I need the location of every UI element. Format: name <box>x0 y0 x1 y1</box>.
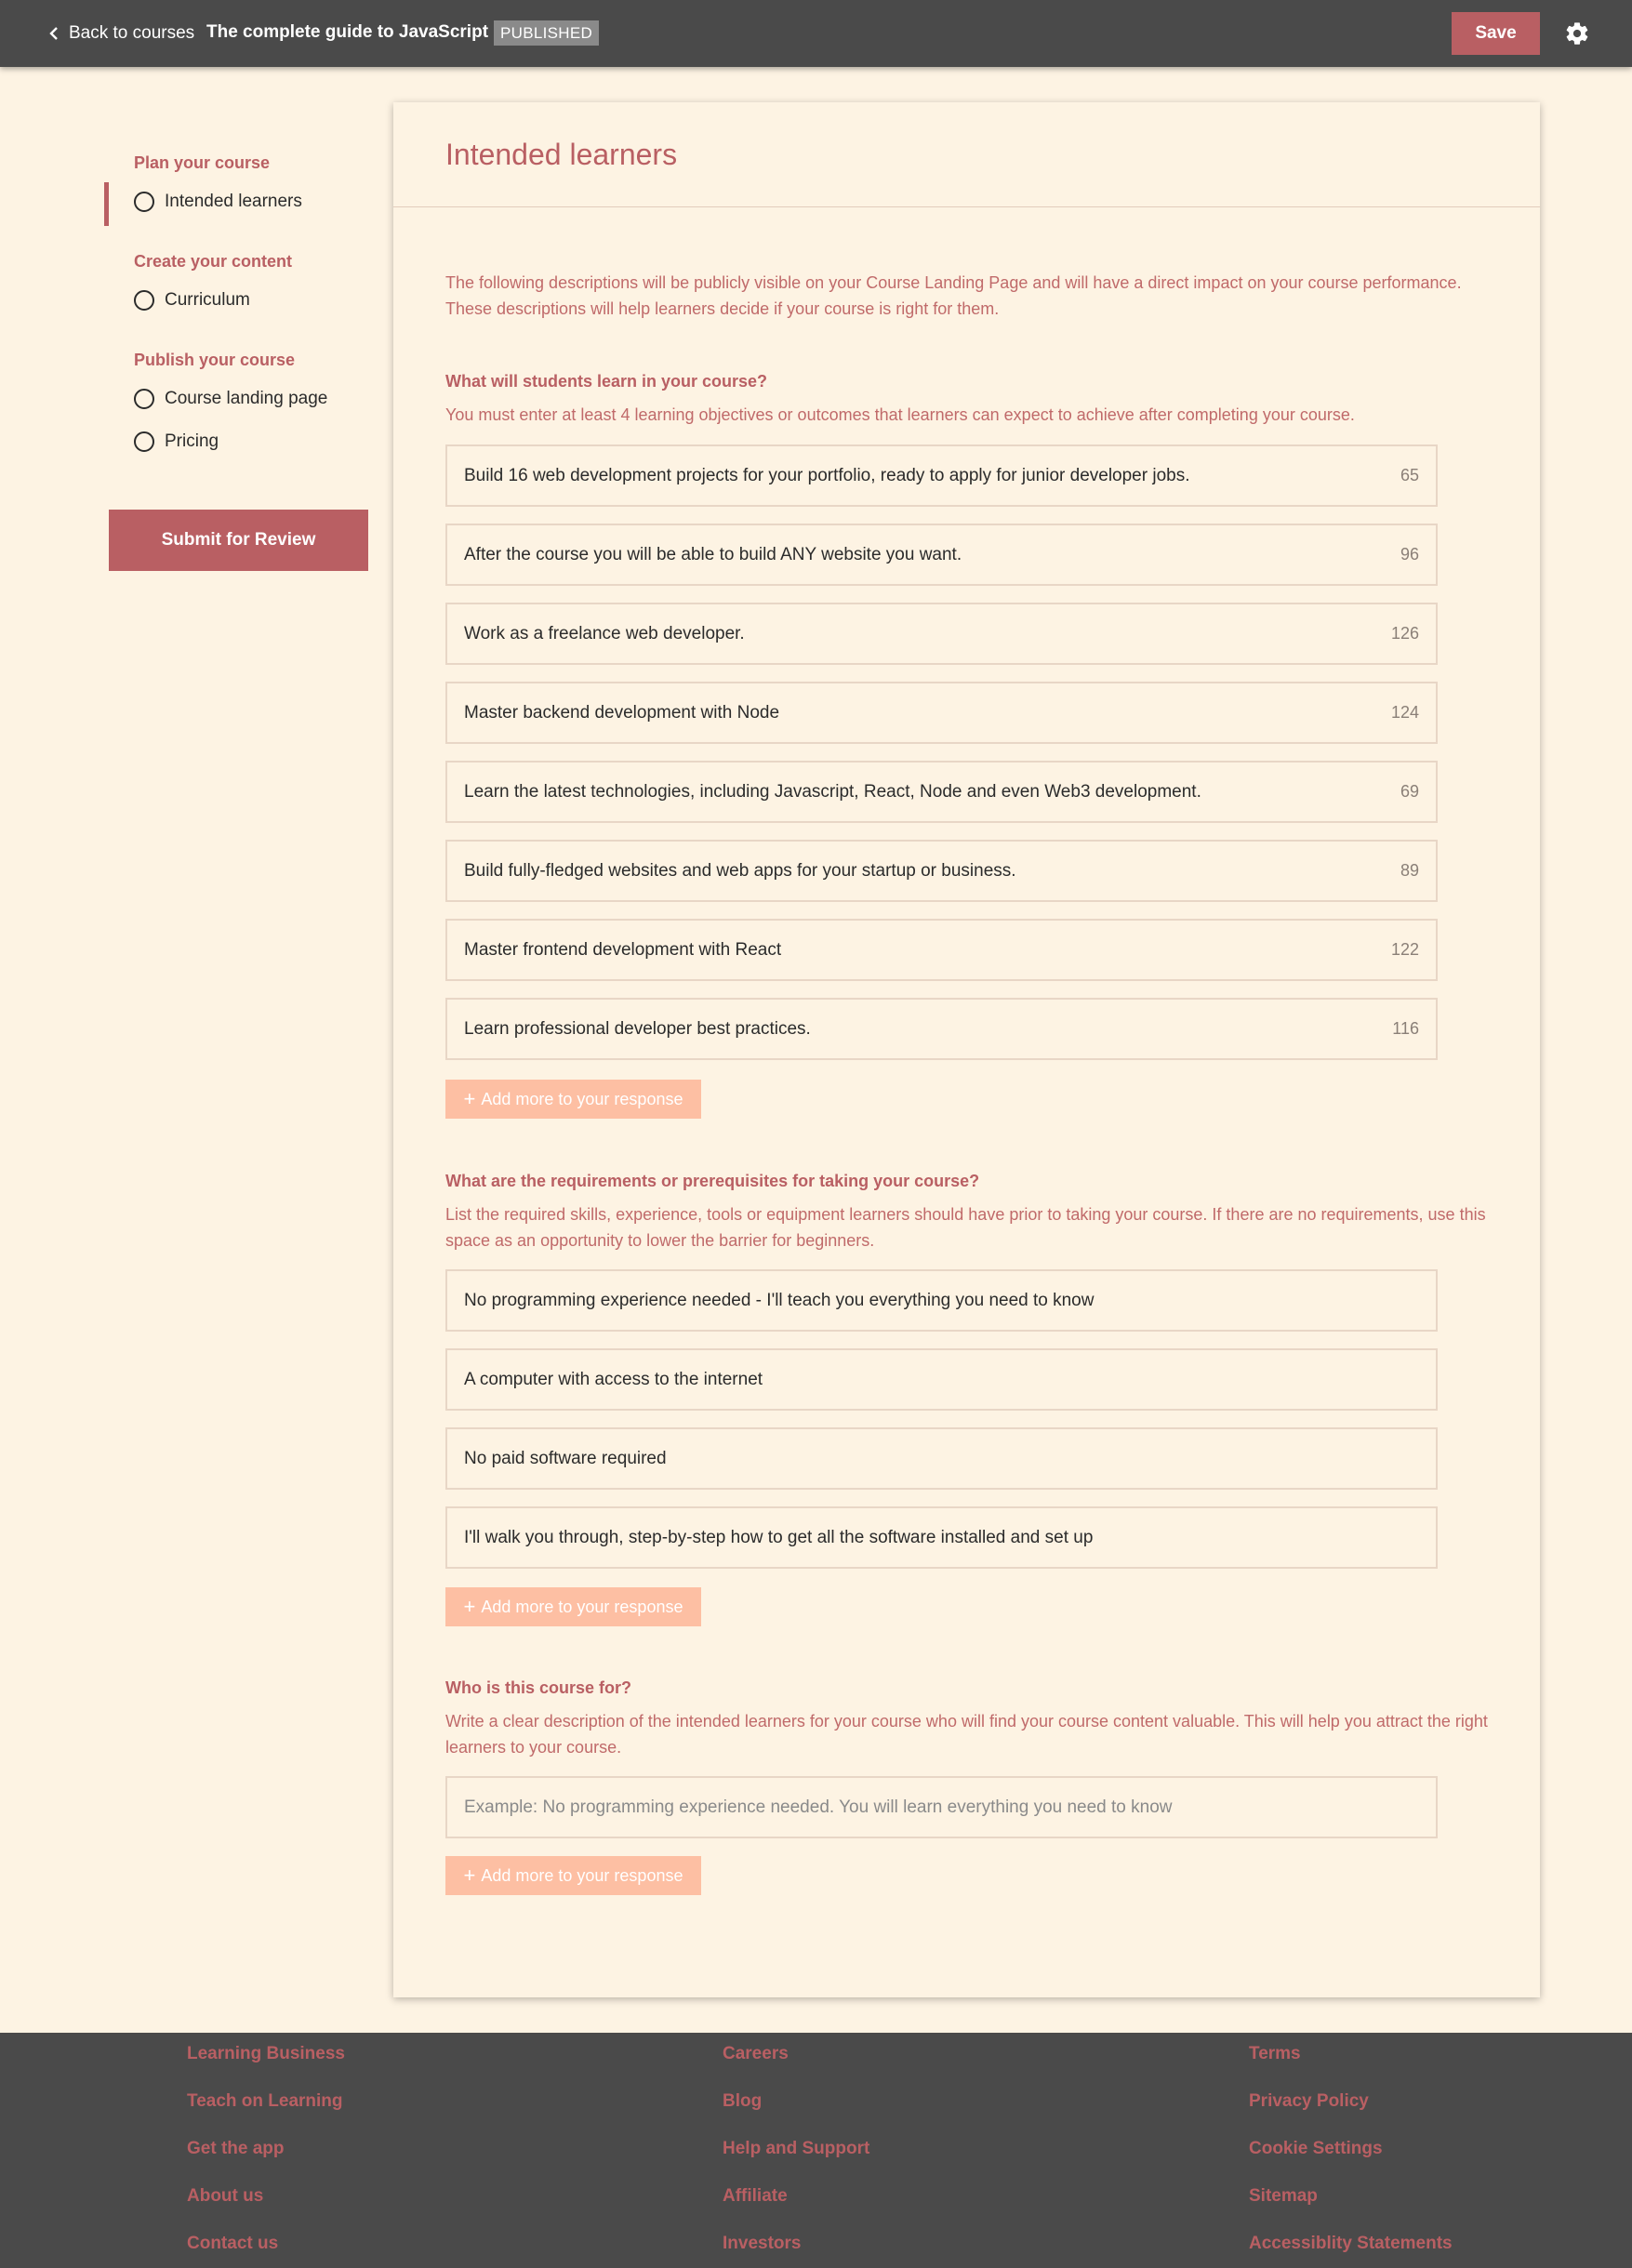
footer-link-blog[interactable]: Blog <box>723 2091 763 2111</box>
footer-link-terms[interactable]: Terms <box>1249 2044 1301 2063</box>
objective-text: Learn professional developer best practices. <box>464 1018 811 1039</box>
sidebar-item-course-landing-page[interactable] <box>134 389 327 409</box>
character-count: 116 <box>1392 1019 1419 1038</box>
objective-input[interactable] <box>445 761 1438 823</box>
objective-input[interactable] <box>445 840 1438 902</box>
active-item-indicator <box>104 182 109 226</box>
footer-link-get-app[interactable]: Get the app <box>187 2139 285 2158</box>
footer-link-help[interactable]: Help and Support <box>723 2139 870 2158</box>
footer-link-affiliate[interactable]: Affiliate <box>723 2186 788 2206</box>
chevron-left-icon <box>48 26 60 41</box>
add-button-label: Add more to your response <box>481 1089 683 1108</box>
objective-text: Master frontend development with React <box>464 939 782 960</box>
requirement-text: I'll walk you through, step-by-step how to get all the software installed and set up <box>464 1527 1094 1547</box>
submit-for-review-button[interactable]: Submit for Review <box>109 510 368 571</box>
character-count: 69 <box>1400 782 1419 801</box>
objective-input[interactable] <box>445 603 1438 665</box>
radio-circle-icon <box>134 290 154 311</box>
objective-text: Work as a freelance web developer. <box>464 623 745 643</box>
objective-text: After the course you will be able to build ANY website you want. <box>464 544 962 564</box>
audience-input[interactable] <box>445 1776 1438 1838</box>
requirement-input[interactable] <box>445 1506 1438 1569</box>
footer-link-careers[interactable]: Careers <box>723 2044 789 2063</box>
course-title: The complete guide to JavaScript <box>206 22 489 42</box>
sidebar-item-intended-learners[interactable] <box>134 192 302 212</box>
footer <box>0 2033 1632 2268</box>
objectives-description: You must enter at least 4 learning objectives or outcomes that learners can expect to achieve after completing your course. <box>445 405 1355 424</box>
audience-question: Who is this course for? <box>445 1678 632 1697</box>
requirement-text: A computer with access to the internet <box>464 1369 763 1389</box>
gear-icon[interactable] <box>1564 20 1590 46</box>
footer-link-investors[interactable]: Investors <box>723 2234 802 2253</box>
character-count: 65 <box>1400 466 1419 484</box>
requirement-text: No programming experience needed - I'll teach you everything you need to know <box>464 1290 1095 1310</box>
character-count: 124 <box>1390 703 1419 722</box>
page-title: Intended learners <box>445 138 678 171</box>
radio-circle-icon <box>134 192 154 212</box>
footer-link-about[interactable]: About us <box>187 2186 264 2206</box>
objective-text: Build fully-fledged websites and web apps for your startup or business. <box>464 860 1016 881</box>
sidebar-item-label: Intended learners <box>165 192 302 211</box>
audience-description: Write a clear description of the intended learners for your course who will find your course content valuable. This will help you attract the right learners to your course. <box>445 1712 1488 1757</box>
character-count: 122 <box>1390 940 1419 959</box>
add-button-label: Add more to your response <box>481 1597 683 1616</box>
save-button[interactable]: Save <box>1452 12 1540 55</box>
objective-text: Master backend development with Node <box>464 702 780 723</box>
divider <box>393 206 1540 207</box>
plus-icon: + <box>463 1595 476 1618</box>
sidebar-item-label: Pricing <box>165 431 219 451</box>
sidebar-item-label: Course landing page <box>165 389 328 408</box>
objective-text: Build 16 web development projects for your portfolio, ready to apply for junior developer jobs. <box>464 465 1190 485</box>
sidebar-item-pricing[interactable] <box>134 431 219 452</box>
requirements-question: What are the requirements or prerequisites for taking your course? <box>445 1172 980 1190</box>
footer-link-sitemap[interactable]: Sitemap <box>1249 2186 1318 2206</box>
requirement-text: No paid software required <box>464 1448 667 1468</box>
section-heading-plan: Plan your course <box>134 153 271 172</box>
add-objective-button[interactable] <box>445 1080 701 1119</box>
add-audience-button[interactable] <box>445 1856 701 1895</box>
sidebar-item-label: Curriculum <box>165 290 250 310</box>
intended-learners-card <box>393 102 1540 1997</box>
character-count: 89 <box>1400 861 1419 880</box>
intro-text: The following descriptions will be publicly visible on your Course Landing Page and will have a direct impact on your course performance. These descriptions will help learners decide if your course is right for them. <box>445 273 1462 318</box>
objective-input[interactable] <box>445 524 1438 586</box>
character-count: 96 <box>1400 545 1419 564</box>
footer-link-privacy[interactable]: Privacy Policy <box>1249 2091 1369 2111</box>
back-label: Back to courses <box>69 23 195 43</box>
status-badge: PUBLISHED <box>494 20 599 46</box>
radio-circle-icon <box>134 389 154 409</box>
footer-link-contact[interactable]: Contact us <box>187 2234 279 2253</box>
add-requirement-button[interactable] <box>445 1587 701 1626</box>
objective-text: Learn the latest technologies, including Javascript, React, Node and even Web3 development. <box>464 781 1201 802</box>
requirement-input[interactable] <box>445 1269 1438 1332</box>
plus-icon: + <box>463 1863 476 1887</box>
objective-input[interactable] <box>445 919 1438 981</box>
top-navigation-bar <box>0 0 1632 67</box>
objective-input[interactable] <box>445 682 1438 744</box>
objective-input[interactable] <box>445 998 1438 1060</box>
character-count: 126 <box>1390 624 1419 643</box>
audience-placeholder: Example: No programming experience needed. You will learn everything you need to know <box>464 1797 1173 1817</box>
plus-icon: + <box>463 1087 476 1110</box>
requirements-description: List the required skills, experience, tools or equipment learners should have prior to taking your course. If there are no requirements, use this space as an opportunity to lower the barrier for beginners. <box>445 1205 1486 1250</box>
objectives-question: What will students learn in your course? <box>445 372 768 391</box>
footer-link-teach[interactable]: Teach on Learning <box>187 2091 343 2111</box>
sidebar-item-curriculum[interactable] <box>134 290 250 311</box>
requirement-input[interactable] <box>445 1348 1438 1411</box>
add-button-label: Add more to your response <box>481 1865 683 1885</box>
section-heading-create: Create your content <box>134 252 293 271</box>
requirement-input[interactable] <box>445 1427 1438 1490</box>
objective-input[interactable] <box>445 444 1438 507</box>
footer-link-accessibility[interactable]: Accessiblity Statements <box>1249 2234 1453 2253</box>
footer-link-learning-business[interactable]: Learning Business <box>187 2044 345 2063</box>
radio-circle-icon <box>134 431 154 452</box>
footer-link-cookies[interactable]: Cookie Settings <box>1249 2139 1383 2158</box>
section-heading-publish: Publish your course <box>134 351 296 369</box>
back-to-courses-link[interactable] <box>48 20 194 46</box>
